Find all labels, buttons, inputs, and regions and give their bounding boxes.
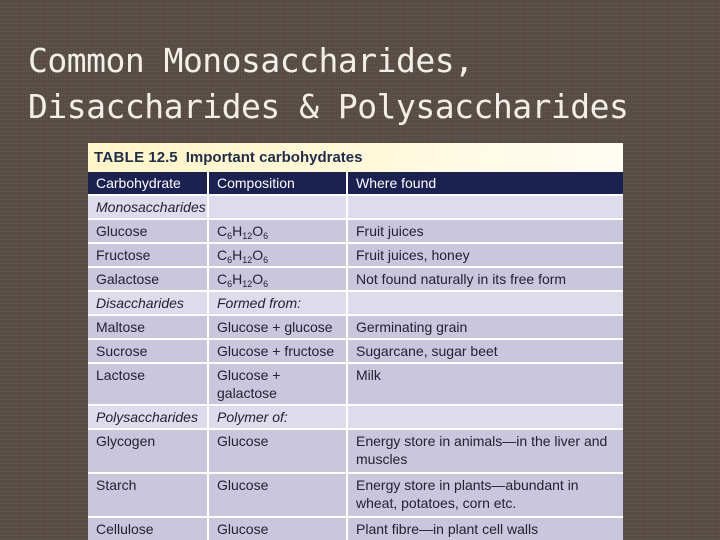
formula-h-sub: 12 — [242, 255, 253, 265]
table-row-maltose — [88, 315, 623, 339]
composition-cell: Glucose — [208, 429, 347, 473]
formula-o-sub: 6 — [263, 255, 269, 265]
formula-c-sub: 6 — [227, 279, 233, 289]
column-header-where-found: Where found — [347, 172, 623, 195]
formula-h: H — [232, 247, 243, 263]
section-composition: Formed from: — [208, 291, 347, 315]
section-row-monosaccharides — [88, 195, 623, 219]
section-label: Polysaccharides — [88, 405, 208, 429]
formula-h: H — [232, 223, 243, 239]
formula-o-sub: 6 — [263, 279, 269, 289]
carbohydrate-cell: Sucrose — [88, 339, 208, 363]
section-composition — [208, 195, 347, 219]
where-found-cell: Fruit juices — [347, 219, 623, 243]
table-row-fructose — [88, 243, 623, 267]
where-found-cell: Fruit juices, honey — [347, 243, 623, 267]
carbohydrate-cell: Starch — [88, 473, 208, 517]
formula-o-sub: 6 — [263, 231, 269, 241]
where-found-cell: Milk — [347, 363, 623, 405]
section-where — [347, 291, 623, 315]
formula — [217, 247, 268, 263]
where-found-cell: Germinating grain — [347, 315, 623, 339]
section-where — [347, 405, 623, 429]
carbohydrate-cell: Galactose — [88, 267, 208, 291]
where-found-cell: Plant fibre—in plant cell walls — [347, 517, 623, 540]
formula-h-sub: 12 — [242, 279, 253, 289]
formula — [217, 271, 268, 287]
composition-cell — [208, 219, 347, 243]
table-row-glycogen — [88, 429, 623, 473]
slide-title-line-2: Disaccharides & Polysaccharides — [28, 87, 629, 126]
composition-cell: Glucose — [208, 517, 347, 540]
carbohydrate-table-figure — [88, 143, 623, 537]
formula-o: O — [252, 271, 264, 287]
where-found-cell: Sugarcane, sugar beet — [347, 339, 623, 363]
section-row-disaccharides — [88, 291, 623, 315]
section-label: Monosaccharides — [88, 195, 208, 219]
carbohydrate-cell: Cellulose — [88, 517, 208, 540]
composition-cell: Glucose + glucose — [208, 315, 347, 339]
carbohydrate-cell: Lactose — [88, 363, 208, 405]
formula-o: O — [252, 223, 264, 239]
where-found-cell: Energy store in animals—in the liver and muscles — [347, 429, 623, 473]
table-row-glucose — [88, 219, 623, 243]
carbohydrate-cell: Fructose — [88, 243, 208, 267]
section-row-polysaccharides — [88, 405, 623, 429]
carbohydrate-table — [88, 172, 623, 540]
slide-title — [28, 38, 708, 130]
table-caption-number: 12.5 — [148, 149, 178, 166]
table-row-starch — [88, 473, 623, 517]
table-row-galactose — [88, 267, 623, 291]
table-caption — [88, 143, 623, 172]
formula-c: C — [217, 271, 228, 287]
slide-title-line-1: Common Monosaccharides, — [28, 41, 474, 80]
composition-cell: Glucose + galactose — [208, 363, 347, 405]
section-label: Disaccharides — [88, 291, 208, 315]
composition-cell: Glucose — [208, 473, 347, 517]
table-caption-title: Important carbohydrates — [185, 149, 363, 166]
composition-cell — [208, 267, 347, 291]
formula-c-sub: 6 — [227, 231, 233, 241]
carbohydrate-cell: Glycogen — [88, 429, 208, 473]
formula-h-sub: 12 — [242, 231, 253, 241]
where-found-cell: Not found naturally in its free form — [347, 267, 623, 291]
table-row-cellulose — [88, 517, 623, 540]
formula-c-sub: 6 — [227, 255, 233, 265]
formula-o: O — [252, 247, 264, 263]
carbohydrate-cell: Maltose — [88, 315, 208, 339]
column-header-carbohydrate: Carbohydrate — [88, 172, 208, 195]
where-found-cell: Energy store in plants—abundant in wheat, potatoes, corn etc. — [347, 473, 623, 517]
formula — [217, 223, 268, 239]
composition-cell — [208, 243, 347, 267]
carbohydrate-cell: Glucose — [88, 219, 208, 243]
table-row-sucrose — [88, 339, 623, 363]
column-header-composition: Composition — [208, 172, 347, 195]
table-header-row — [88, 172, 623, 195]
section-where — [347, 195, 623, 219]
table-caption-label: TABLE — [94, 149, 145, 166]
section-composition: Polymer of: — [208, 405, 347, 429]
formula-h: H — [232, 271, 243, 287]
composition-cell: Glucose + fructose — [208, 339, 347, 363]
formula-c: C — [217, 247, 228, 263]
table-row-lactose — [88, 363, 623, 405]
formula-c: C — [217, 223, 228, 239]
